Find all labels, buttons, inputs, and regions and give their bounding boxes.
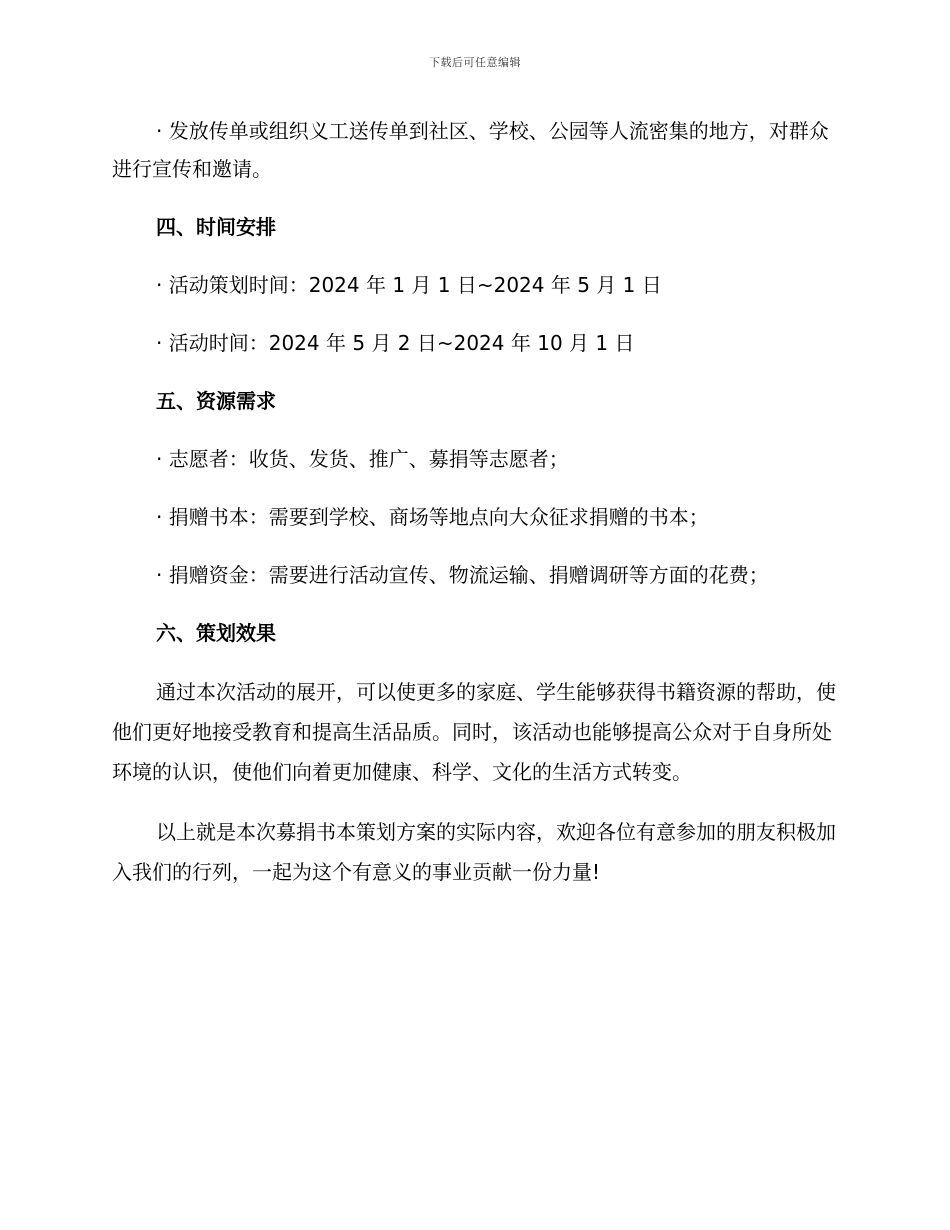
bullet-flyers: · 发放传单或组织义工送传单到社区、学校、公园等人流密集的地方，对群众进行宣传和邀请。 xyxy=(112,119,829,181)
bullet-books: · 捐赠书本：需要到学校、商场等地点向大众征求捐赠的书本； xyxy=(156,505,709,529)
closing-paragraph: 以上就是本次募捐书本策划方案的实际内容，欢迎各位有意参加的朋友积极加入我们的行列，一起为这个有意义的事业贡献一份力量! xyxy=(112,820,836,884)
header-note: 下载后可任意编辑 xyxy=(429,56,521,69)
section-heading-resources: 五、资源需求 xyxy=(156,389,276,413)
bullet-volunteers: · 志愿者：收货、发货、推广、募捐等志愿者； xyxy=(156,447,569,471)
bullet-funds: · 捐赠资金：需要进行活动宣传、物流运输、捐赠调研等方面的花费； xyxy=(156,563,769,587)
effect-paragraph: 通过本次活动的展开，可以使更多的家庭、学生能够获得书籍资源的帮助，使他们更好地接受教育和提高生活品质。同时，该活动也能够提高公众对于自身所处环境的认识，使他们向着更加健康、科学、文化的生活方式转变。 xyxy=(112,680,836,784)
section-heading-schedule: 四、时间安排 xyxy=(156,215,276,239)
bullet-activity-time: · 活动时间：2024 年 5 月 2 日~2024 年 10 月 1 日 xyxy=(156,331,635,355)
bullet-planning-time: · 活动策划时间：2024 年 1 月 1 日~2024 年 5 月 1 日 xyxy=(156,273,662,297)
document-body xyxy=(112,112,836,912)
section-heading-effect: 六、策划效果 xyxy=(156,621,276,645)
